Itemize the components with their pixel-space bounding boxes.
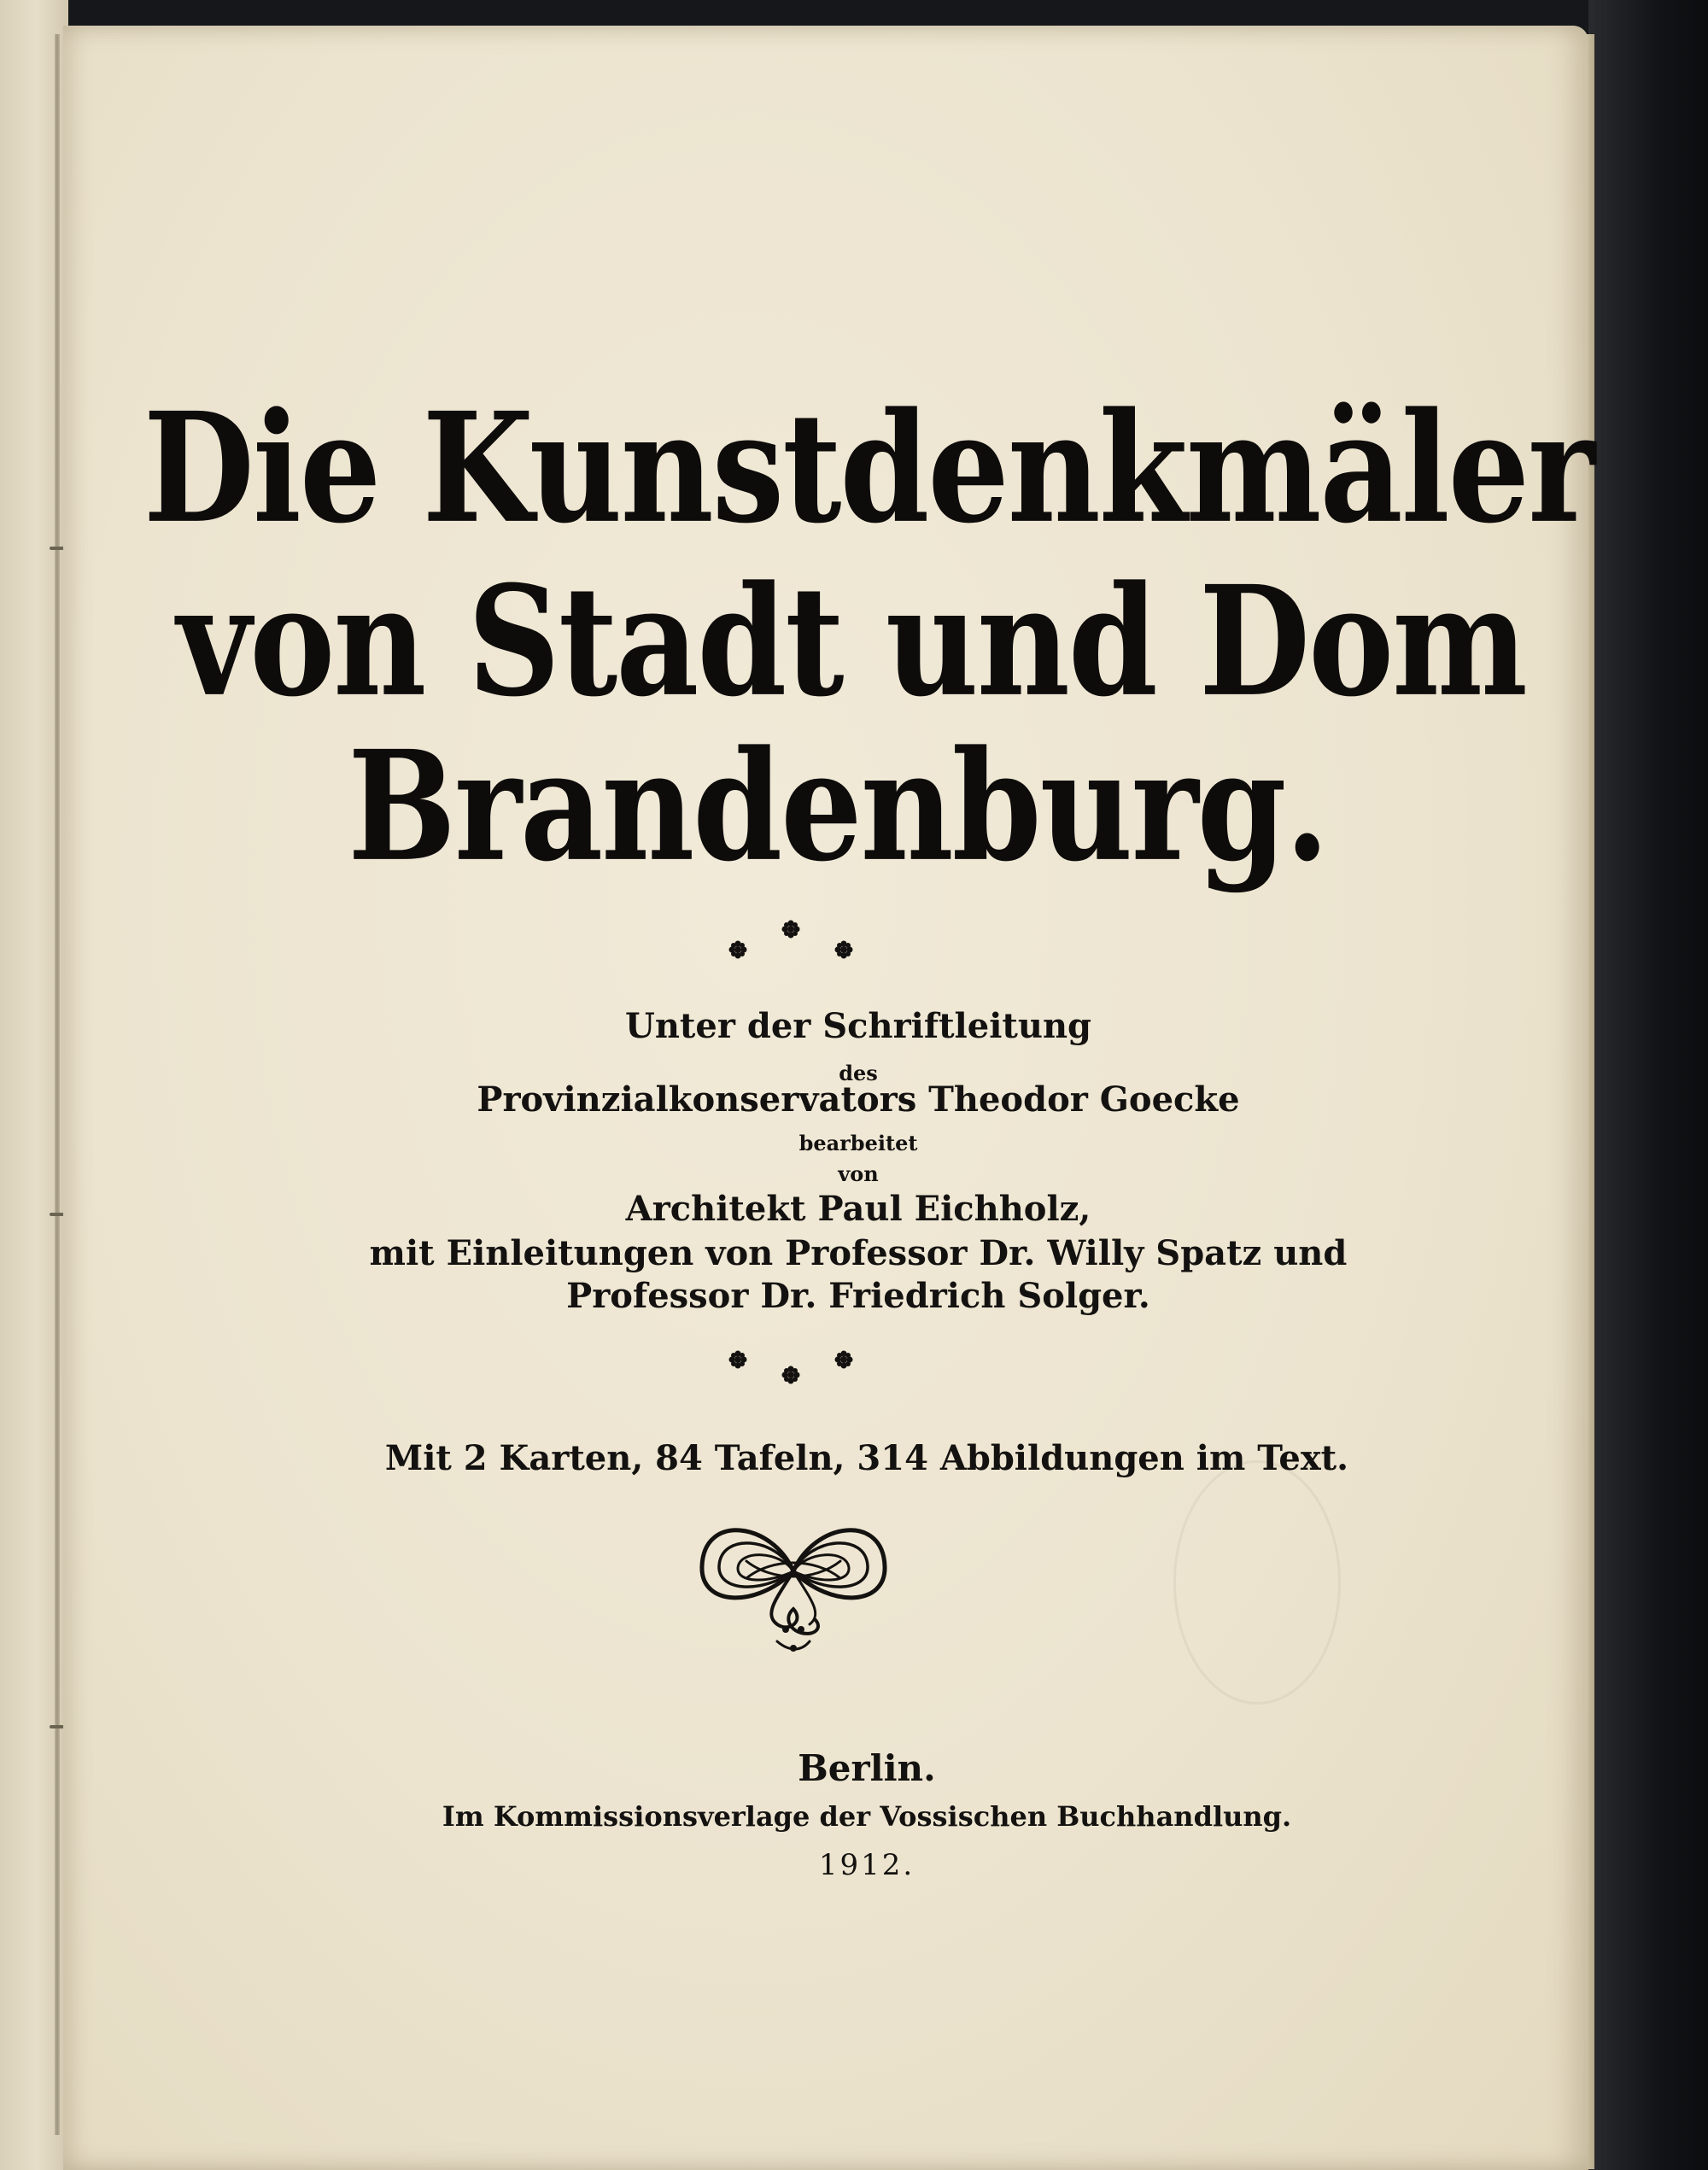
title-line-1: Die Kunstdenkmäler	[143, 379, 1594, 558]
imprint-publisher: Im Kommissionsverlage der Vossischen Buchhandlung.	[442, 1800, 1292, 1833]
editorial-line-4: bearbeitet	[798, 1131, 918, 1155]
imprint-city: Berlin.	[798, 1747, 936, 1789]
title-page	[63, 26, 1594, 2170]
title-line-2: von Stadt und Dom	[177, 553, 1526, 731]
calligraphic-flourish-icon	[695, 1505, 892, 1658]
editorial-line-2: des	[839, 1061, 878, 1085]
editorial-line-6: Architekt Paul Eichholz,	[625, 1189, 1091, 1229]
editorial-line-7: mit Einleitungen von Professor Dr. Willy Spatz und	[369, 1233, 1348, 1273]
editorial-line-8: Professor Dr. Friedrich Solger.	[566, 1276, 1150, 1316]
title-line-3: Brandenburg.	[348, 717, 1328, 896]
editorial-line-5: von	[838, 1161, 879, 1186]
asterism-flowers-icon	[721, 1346, 857, 1397]
contents-note: Mit 2 Karten, 84 Tafeln, 314 Abbildungen im Text.	[384, 1438, 1349, 1478]
imprint-year: 1912.	[818, 1848, 915, 1882]
previous-page-strip	[0, 0, 68, 2170]
editorial-line-3: Provinzialkonservators Theodor Goecke	[477, 1079, 1240, 1120]
binding-fold	[55, 34, 60, 2135]
title-page-content	[63, 26, 1594, 2170]
editorial-line-1: Unter der Schriftleitung	[624, 1006, 1092, 1046]
asterism-flowers-icon	[721, 915, 857, 967]
